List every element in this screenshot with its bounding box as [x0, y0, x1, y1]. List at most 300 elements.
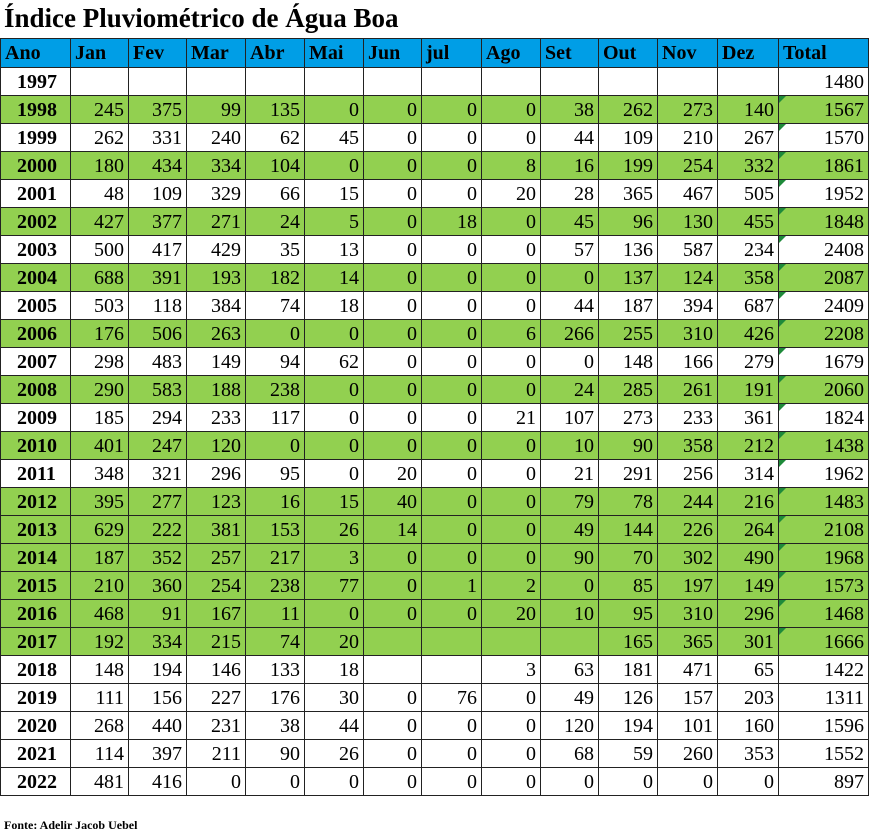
table-cell[interactable]: 48 [71, 180, 129, 208]
table-cell[interactable]: 483 [129, 348, 187, 376]
table-cell[interactable]: 217 [246, 544, 305, 572]
table-cell[interactable]: 20 [305, 628, 364, 656]
table-cell[interactable]: 245 [71, 96, 129, 124]
table-cell[interactable]: 85 [599, 572, 658, 600]
table-cell[interactable]: 0 [422, 320, 482, 348]
table-cell[interactable]: 199 [599, 152, 658, 180]
table-cell[interactable]: 296 [718, 600, 779, 628]
table-cell[interactable]: 0 [305, 96, 364, 124]
table-cell[interactable]: 35 [246, 236, 305, 264]
table-cell[interactable]: 0 [482, 740, 541, 768]
table-cell[interactable]: 365 [658, 628, 718, 656]
table-cell[interactable]: 16 [541, 152, 599, 180]
table-cell[interactable]: 14 [305, 264, 364, 292]
table-cell[interactable]: 0 [364, 292, 422, 320]
table-cell[interactable]: 6 [482, 320, 541, 348]
table-cell[interactable]: 257 [187, 544, 246, 572]
table-cell[interactable]: 334 [187, 152, 246, 180]
table-cell[interactable]: 260 [658, 740, 718, 768]
table-cell[interactable]: 481 [71, 768, 129, 796]
table-cell[interactable]: 0 [364, 572, 422, 600]
table-cell[interactable] [422, 68, 482, 96]
table-cell[interactable]: 0 [482, 208, 541, 236]
table-cell[interactable]: 49 [541, 516, 599, 544]
table-cell[interactable]: 0 [482, 236, 541, 264]
table-cell[interactable]: 0 [364, 432, 422, 460]
table-cell[interactable]: 21 [541, 460, 599, 488]
table-cell[interactable]: 57 [541, 236, 599, 264]
table-cell[interactable]: 96 [599, 208, 658, 236]
table-cell[interactable]: 455 [718, 208, 779, 236]
total-cell[interactable] [779, 460, 869, 488]
table-cell[interactable]: 68 [541, 740, 599, 768]
table-cell[interactable]: 0 [246, 320, 305, 348]
table-cell[interactable]: 226 [658, 516, 718, 544]
table-cell[interactable]: 0 [364, 684, 422, 712]
table-cell[interactable]: 587 [658, 236, 718, 264]
table-cell[interactable]: 361 [718, 404, 779, 432]
table-cell[interactable]: 95 [599, 600, 658, 628]
table-cell[interactable]: 10 [541, 600, 599, 628]
year-cell[interactable]: 1999 [1, 124, 71, 152]
table-cell[interactable]: 77 [305, 572, 364, 600]
table-cell[interactable]: 505 [718, 180, 779, 208]
table-cell[interactable]: 240 [187, 124, 246, 152]
table-cell[interactable]: 0 [364, 320, 422, 348]
table-cell[interactable]: 45 [541, 208, 599, 236]
table-cell[interactable]: 124 [658, 264, 718, 292]
table-cell[interactable]: 314 [718, 460, 779, 488]
table-cell[interactable]: 290 [71, 376, 129, 404]
table-cell[interactable] [422, 656, 482, 684]
year-cell[interactable]: 2003 [1, 236, 71, 264]
table-cell[interactable]: 332 [718, 152, 779, 180]
table-cell[interactable]: 63 [541, 656, 599, 684]
column-header[interactable]: Fev [129, 39, 187, 68]
table-cell[interactable]: 294 [129, 404, 187, 432]
table-cell[interactable]: 301 [718, 628, 779, 656]
table-cell[interactable]: 256 [658, 460, 718, 488]
column-header[interactable]: Dez [718, 39, 779, 68]
table-cell[interactable]: 0 [422, 152, 482, 180]
table-cell[interactable]: 0 [482, 96, 541, 124]
table-cell[interactable]: 503 [71, 292, 129, 320]
column-header[interactable]: Nov [658, 39, 718, 68]
table-cell[interactable]: 101 [658, 712, 718, 740]
table-cell[interactable]: 181 [599, 656, 658, 684]
year-cell[interactable]: 2008 [1, 376, 71, 404]
table-cell[interactable]: 264 [718, 516, 779, 544]
column-header[interactable]: Mai [305, 39, 364, 68]
table-cell[interactable]: 384 [187, 292, 246, 320]
year-cell[interactable]: 2021 [1, 740, 71, 768]
table-cell[interactable]: 0 [422, 292, 482, 320]
table-cell[interactable]: 94 [246, 348, 305, 376]
table-cell[interactable]: 140 [718, 96, 779, 124]
table-cell[interactable] [541, 628, 599, 656]
table-cell[interactable]: 254 [658, 152, 718, 180]
column-header[interactable]: Total [779, 39, 869, 68]
total-cell[interactable] [779, 180, 869, 208]
table-cell[interactable]: 0 [364, 208, 422, 236]
total-cell[interactable] [779, 432, 869, 460]
table-cell[interactable]: 0 [422, 404, 482, 432]
table-cell[interactable]: 395 [71, 488, 129, 516]
table-cell[interactable]: 0 [422, 236, 482, 264]
table-cell[interactable]: 0 [364, 404, 422, 432]
year-cell[interactable]: 2015 [1, 572, 71, 600]
table-cell[interactable]: 0 [305, 768, 364, 796]
table-cell[interactable]: 0 [482, 684, 541, 712]
table-cell[interactable]: 0 [718, 768, 779, 796]
table-cell[interactable]: 0 [482, 432, 541, 460]
table-cell[interactable]: 21 [482, 404, 541, 432]
table-cell[interactable] [658, 68, 718, 96]
table-cell[interactable]: 0 [482, 488, 541, 516]
table-cell[interactable]: 148 [71, 656, 129, 684]
table-cell[interactable]: 149 [187, 348, 246, 376]
table-cell[interactable]: 440 [129, 712, 187, 740]
year-cell[interactable]: 2011 [1, 460, 71, 488]
column-header[interactable]: Ago [482, 39, 541, 68]
table-cell[interactable]: 0 [482, 264, 541, 292]
table-cell[interactable]: 30 [305, 684, 364, 712]
table-cell[interactable]: 44 [305, 712, 364, 740]
table-cell[interactable]: 176 [71, 320, 129, 348]
total-cell[interactable] [779, 208, 869, 236]
year-cell[interactable]: 2000 [1, 152, 71, 180]
table-cell[interactable]: 381 [187, 516, 246, 544]
table-cell[interactable]: 24 [541, 376, 599, 404]
table-cell[interactable]: 0 [422, 96, 482, 124]
table-cell[interactable]: 268 [71, 712, 129, 740]
table-cell[interactable]: 126 [599, 684, 658, 712]
table-cell[interactable]: 148 [599, 348, 658, 376]
table-cell[interactable]: 426 [718, 320, 779, 348]
table-cell[interactable]: 0 [246, 432, 305, 460]
table-cell[interactable]: 0 [482, 348, 541, 376]
table-cell[interactable]: 15 [305, 180, 364, 208]
year-cell[interactable]: 2016 [1, 600, 71, 628]
table-cell[interactable]: 38 [541, 96, 599, 124]
table-cell[interactable]: 0 [422, 740, 482, 768]
total-cell[interactable] [779, 404, 869, 432]
table-cell[interactable]: 90 [541, 544, 599, 572]
table-cell[interactable]: 360 [129, 572, 187, 600]
table-cell[interactable]: 0 [364, 264, 422, 292]
table-cell[interactable]: 18 [305, 292, 364, 320]
table-cell[interactable]: 13 [305, 236, 364, 264]
table-cell[interactable]: 0 [422, 180, 482, 208]
table-cell[interactable]: 24 [246, 208, 305, 236]
table-cell[interactable]: 185 [71, 404, 129, 432]
table-cell[interactable]: 296 [187, 460, 246, 488]
table-cell[interactable]: 11 [246, 600, 305, 628]
table-cell[interactable]: 74 [246, 292, 305, 320]
total-cell[interactable] [779, 684, 869, 712]
table-cell[interactable]: 187 [71, 544, 129, 572]
total-cell[interactable] [779, 628, 869, 656]
table-cell[interactable]: 0 [482, 712, 541, 740]
table-cell[interactable]: 166 [658, 348, 718, 376]
table-cell[interactable]: 0 [364, 236, 422, 264]
year-cell[interactable]: 1998 [1, 96, 71, 124]
table-cell[interactable]: 192 [71, 628, 129, 656]
table-cell[interactable]: 111 [71, 684, 129, 712]
column-header[interactable]: jul [422, 39, 482, 68]
table-cell[interactable]: 187 [599, 292, 658, 320]
table-cell[interactable]: 358 [718, 264, 779, 292]
year-cell[interactable]: 2022 [1, 768, 71, 796]
table-cell[interactable]: 0 [364, 180, 422, 208]
table-cell[interactable]: 331 [129, 124, 187, 152]
table-cell[interactable]: 0 [305, 432, 364, 460]
table-cell[interactable]: 26 [305, 516, 364, 544]
table-cell[interactable]: 233 [187, 404, 246, 432]
year-cell[interactable]: 2017 [1, 628, 71, 656]
table-cell[interactable]: 358 [658, 432, 718, 460]
table-cell[interactable]: 26 [305, 740, 364, 768]
table-cell[interactable]: 0 [305, 152, 364, 180]
table-cell[interactable]: 0 [364, 96, 422, 124]
total-cell[interactable] [779, 348, 869, 376]
table-cell[interactable]: 91 [129, 600, 187, 628]
table-cell[interactable]: 629 [71, 516, 129, 544]
table-cell[interactable]: 468 [71, 600, 129, 628]
column-header[interactable]: Set [541, 39, 599, 68]
table-cell[interactable]: 583 [129, 376, 187, 404]
table-cell[interactable]: 0 [422, 348, 482, 376]
table-cell[interactable]: 5 [305, 208, 364, 236]
table-cell[interactable]: 375 [129, 96, 187, 124]
year-cell[interactable]: 2020 [1, 712, 71, 740]
table-cell[interactable]: 212 [718, 432, 779, 460]
table-cell[interactable]: 66 [246, 180, 305, 208]
year-cell[interactable]: 2010 [1, 432, 71, 460]
table-cell[interactable]: 117 [246, 404, 305, 432]
table-cell[interactable]: 210 [658, 124, 718, 152]
table-cell[interactable]: 10 [541, 432, 599, 460]
table-cell[interactable]: 271 [187, 208, 246, 236]
year-cell[interactable]: 2009 [1, 404, 71, 432]
table-cell[interactable]: 234 [718, 236, 779, 264]
year-cell[interactable]: 2004 [1, 264, 71, 292]
table-cell[interactable]: 0 [541, 572, 599, 600]
table-cell[interactable]: 74 [246, 628, 305, 656]
table-cell[interactable]: 273 [658, 96, 718, 124]
table-cell[interactable]: 285 [599, 376, 658, 404]
column-header[interactable]: Jun [364, 39, 422, 68]
total-cell[interactable] [779, 320, 869, 348]
table-cell[interactable]: 321 [129, 460, 187, 488]
table-cell[interactable]: 348 [71, 460, 129, 488]
table-cell[interactable]: 261 [658, 376, 718, 404]
table-cell[interactable]: 191 [718, 376, 779, 404]
table-cell[interactable]: 15 [305, 488, 364, 516]
table-cell[interactable] [364, 656, 422, 684]
table-cell[interactable]: 0 [422, 516, 482, 544]
table-cell[interactable]: 352 [129, 544, 187, 572]
table-cell[interactable]: 334 [129, 628, 187, 656]
column-header[interactable]: Abr [246, 39, 305, 68]
table-cell[interactable]: 8 [482, 152, 541, 180]
table-cell[interactable]: 104 [246, 152, 305, 180]
table-cell[interactable]: 99 [187, 96, 246, 124]
table-cell[interactable]: 434 [129, 152, 187, 180]
table-cell[interactable]: 135 [246, 96, 305, 124]
table-cell[interactable]: 0 [187, 768, 246, 796]
table-cell[interactable]: 279 [718, 348, 779, 376]
table-cell[interactable]: 397 [129, 740, 187, 768]
year-cell[interactable]: 2012 [1, 488, 71, 516]
total-cell[interactable] [779, 376, 869, 404]
table-cell[interactable]: 95 [246, 460, 305, 488]
total-cell[interactable] [779, 712, 869, 740]
table-cell[interactable]: 262 [599, 96, 658, 124]
table-cell[interactable]: 44 [541, 124, 599, 152]
table-cell[interactable]: 0 [246, 768, 305, 796]
table-cell[interactable]: 0 [364, 124, 422, 152]
year-cell[interactable]: 2006 [1, 320, 71, 348]
table-cell[interactable]: 157 [658, 684, 718, 712]
year-cell[interactable]: 2002 [1, 208, 71, 236]
table-cell[interactable]: 0 [482, 516, 541, 544]
table-cell[interactable]: 394 [658, 292, 718, 320]
year-cell[interactable]: 2013 [1, 516, 71, 544]
table-cell[interactable]: 20 [364, 460, 422, 488]
total-cell[interactable] [779, 600, 869, 628]
table-cell[interactable]: 20 [482, 180, 541, 208]
table-cell[interactable]: 49 [541, 684, 599, 712]
table-cell[interactable]: 120 [541, 712, 599, 740]
table-cell[interactable]: 167 [187, 600, 246, 628]
table-cell[interactable]: 0 [422, 124, 482, 152]
table-cell[interactable]: 310 [658, 320, 718, 348]
table-cell[interactable]: 0 [364, 348, 422, 376]
year-cell[interactable]: 2014 [1, 544, 71, 572]
table-cell[interactable]: 137 [599, 264, 658, 292]
table-cell[interactable]: 90 [246, 740, 305, 768]
table-cell[interactable]: 62 [246, 124, 305, 152]
table-cell[interactable]: 70 [599, 544, 658, 572]
table-cell[interactable]: 391 [129, 264, 187, 292]
table-cell[interactable]: 180 [71, 152, 129, 180]
table-cell[interactable] [599, 68, 658, 96]
table-cell[interactable]: 291 [599, 460, 658, 488]
column-header[interactable]: Mar [187, 39, 246, 68]
table-cell[interactable]: 149 [718, 572, 779, 600]
table-cell[interactable]: 18 [422, 208, 482, 236]
table-cell[interactable]: 59 [599, 740, 658, 768]
table-cell[interactable]: 176 [246, 684, 305, 712]
table-cell[interactable]: 211 [187, 740, 246, 768]
table-cell[interactable]: 38 [246, 712, 305, 740]
table-cell[interactable]: 238 [246, 376, 305, 404]
table-cell[interactable]: 277 [129, 488, 187, 516]
table-cell[interactable]: 1 [422, 572, 482, 600]
table-cell[interactable]: 401 [71, 432, 129, 460]
table-cell[interactable]: 353 [718, 740, 779, 768]
total-cell[interactable] [779, 124, 869, 152]
table-cell[interactable]: 0 [658, 768, 718, 796]
total-cell[interactable] [779, 572, 869, 600]
table-cell[interactable]: 0 [422, 460, 482, 488]
table-cell[interactable]: 120 [187, 432, 246, 460]
table-cell[interactable]: 62 [305, 348, 364, 376]
table-cell[interactable]: 329 [187, 180, 246, 208]
table-cell[interactable] [71, 68, 129, 96]
table-cell[interactable]: 263 [187, 320, 246, 348]
table-cell[interactable]: 107 [541, 404, 599, 432]
table-cell[interactable]: 227 [187, 684, 246, 712]
table-cell[interactable]: 0 [482, 292, 541, 320]
table-cell[interactable]: 3 [305, 544, 364, 572]
total-cell[interactable] [779, 488, 869, 516]
table-cell[interactable]: 0 [364, 600, 422, 628]
table-cell[interactable] [305, 68, 364, 96]
table-cell[interactable]: 429 [187, 236, 246, 264]
table-cell[interactable]: 188 [187, 376, 246, 404]
year-cell[interactable]: 2018 [1, 656, 71, 684]
table-cell[interactable]: 44 [541, 292, 599, 320]
table-cell[interactable]: 109 [129, 180, 187, 208]
table-cell[interactable]: 14 [364, 516, 422, 544]
table-cell[interactable]: 20 [482, 600, 541, 628]
table-cell[interactable]: 194 [129, 656, 187, 684]
table-cell[interactable]: 490 [718, 544, 779, 572]
table-cell[interactable]: 78 [599, 488, 658, 516]
table-cell[interactable]: 133 [246, 656, 305, 684]
table-cell[interactable]: 0 [482, 460, 541, 488]
table-cell[interactable] [422, 628, 482, 656]
table-cell[interactable]: 0 [305, 376, 364, 404]
table-cell[interactable]: 156 [129, 684, 187, 712]
table-cell[interactable]: 165 [599, 628, 658, 656]
table-cell[interactable]: 0 [482, 376, 541, 404]
table-cell[interactable]: 28 [541, 180, 599, 208]
table-cell[interactable]: 0 [422, 712, 482, 740]
column-header[interactable]: Ano [1, 39, 71, 68]
table-cell[interactable]: 0 [364, 740, 422, 768]
table-cell[interactable]: 266 [541, 320, 599, 348]
table-cell[interactable]: 377 [129, 208, 187, 236]
table-cell[interactable]: 238 [246, 572, 305, 600]
table-cell[interactable]: 471 [658, 656, 718, 684]
table-cell[interactable]: 0 [364, 768, 422, 796]
table-cell[interactable] [482, 68, 541, 96]
table-cell[interactable]: 506 [129, 320, 187, 348]
table-cell[interactable]: 18 [305, 656, 364, 684]
table-cell[interactable]: 109 [599, 124, 658, 152]
table-cell[interactable]: 310 [658, 600, 718, 628]
table-cell[interactable]: 0 [422, 768, 482, 796]
table-cell[interactable]: 123 [187, 488, 246, 516]
year-cell[interactable]: 2019 [1, 684, 71, 712]
table-cell[interactable]: 2 [482, 572, 541, 600]
table-cell[interactable]: 193 [187, 264, 246, 292]
table-cell[interactable]: 160 [718, 712, 779, 740]
table-cell[interactable]: 216 [718, 488, 779, 516]
table-cell[interactable]: 0 [422, 488, 482, 516]
table-cell[interactable]: 194 [599, 712, 658, 740]
table-cell[interactable]: 247 [129, 432, 187, 460]
table-cell[interactable]: 267 [718, 124, 779, 152]
table-cell[interactable]: 0 [482, 768, 541, 796]
table-cell[interactable]: 231 [187, 712, 246, 740]
table-cell[interactable]: 136 [599, 236, 658, 264]
table-cell[interactable]: 65 [718, 656, 779, 684]
table-cell[interactable]: 45 [305, 124, 364, 152]
